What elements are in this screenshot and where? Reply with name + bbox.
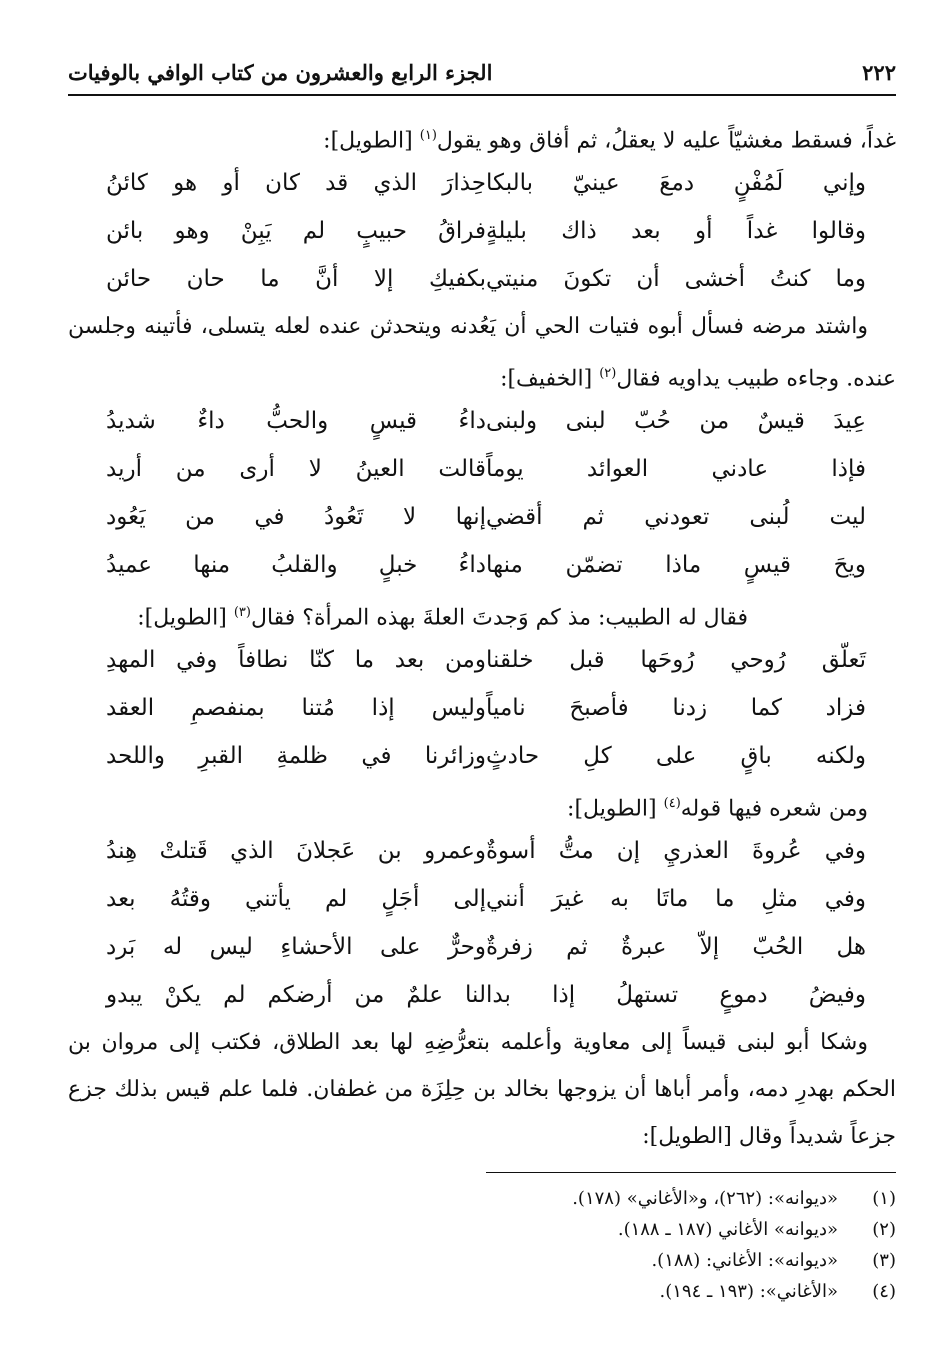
paragraph-text: غداً، فسقط مغشيّاً عليه لا يعقلُ، ثم أفاق وهو يقول: [436, 128, 896, 154]
verse-line: [68, 875, 896, 923]
second-hemistich: حِذارَ الذي قد كان أو هو كائنُ: [106, 170, 486, 196]
first-hemistich: ليت لُبنى تعودني ثم أقضي: [486, 504, 866, 530]
verse-line: [68, 255, 896, 303]
first-hemistich: تَعلّق رُوحي رُوحَها قبل خلقنا: [486, 647, 866, 673]
second-hemistich: بكفيكِ إلا أنَّ ما حان حائن: [106, 266, 486, 292]
paragraph-illness: [68, 303, 896, 397]
first-hemistich: وقالوا غداً أو بعد ذاك بليلةٍ: [486, 218, 866, 244]
verse-line: [68, 732, 896, 780]
page-header: [68, 50, 896, 96]
verse-line: [68, 827, 896, 875]
footnote-number: (٣): [872, 1250, 896, 1271]
footnote: [68, 1245, 896, 1276]
second-hemistich: وزائرنا في ظلمةِ القبرِ واللحد: [106, 743, 486, 769]
first-hemistich: ويحَ قيسٍ ماذا تضمّن منها: [486, 552, 866, 578]
paragraph-text: واشتد مرضه فسأل أبوه فتيات الحي أن يَعُدنه ويتحدثن عنده لعله يتسلى، فأتينه وجلسن عنده. وجاءه طبيب يداويه فقال: [68, 314, 896, 392]
first-hemistich: وإني لَمُفْنٍ دمعَ عينيّ بالبكا: [486, 170, 866, 196]
footnote-number: (٤): [872, 1281, 896, 1302]
poem-3: [68, 636, 896, 780]
running-title: الجزء الرابع والعشرون من كتاب الوافي بالوفيات: [68, 59, 493, 85]
meter-label: [الطويل]:: [323, 128, 420, 154]
poem-4: [68, 827, 896, 1019]
verse-line: [68, 207, 896, 255]
verse-line: [68, 684, 896, 732]
verse-line: [68, 923, 896, 971]
second-hemistich: إلى أجَلٍ لم يأتني وقتُهُ بعد: [106, 886, 486, 912]
first-hemistich: وفي عُروةَ العذريِ إن متُّ أسوةٌ: [486, 838, 866, 864]
poem-1: [68, 159, 896, 303]
footnote-text: «ديوانه»: (٢٦٢)، و«الأغاني» (١٧٨).: [572, 1188, 838, 1209]
second-hemistich: وحرٌّ على الأحشاءِ ليس له بَرد: [106, 934, 486, 960]
first-hemistich: عِيدَ قيسٌ من حُبّ لبنى ولبنى: [486, 408, 866, 434]
footnote: [68, 1276, 896, 1307]
verse-line: [68, 541, 896, 589]
second-hemistich: وعمرو بن عَجلانَ الذي قَتلتْ هِندُ: [106, 838, 486, 864]
verse-line: [68, 971, 896, 1019]
paragraph-intro: [68, 112, 896, 159]
page-body: [68, 112, 896, 1160]
first-hemistich: فزاد كما زدنا فأصبحَ نامياً: [486, 695, 866, 721]
verse-line: [68, 493, 896, 541]
verse-line: [68, 397, 896, 445]
first-hemistich: فإذا عادني العوائد يوماً: [486, 456, 866, 482]
paragraph-poem-intro: [68, 780, 896, 827]
meter-label: [الخفيف]:: [500, 366, 600, 392]
paragraph-text: وشكا أبو لبنى قيساً إلى معاوية وأعلمه بتعرُّضِهِ لها بعد الطلاق، فكتب إلى مروان بن الحكم بهدرِ دمه، وأمر أباها أن يزوجها بخالد بن حِلِزَة من غطفان. فلما علم قيس بذلك جزع جزعاً شديداً وقال [الطويل]:: [68, 1030, 896, 1149]
footnote-number: (١): [872, 1188, 896, 1209]
first-hemistich: هل الحُبّ إلاّ عبرةٌ ثم زفرةٌ: [486, 934, 866, 960]
meter-label: [الطويل]:: [137, 605, 234, 631]
footnote: [68, 1183, 896, 1214]
footnote-ref: (٢): [599, 366, 617, 381]
page-number: ٢٢٢: [862, 59, 896, 85]
footnote-ref: (٤): [663, 796, 681, 811]
verse-line: [68, 159, 896, 207]
meter-label: [الطويل]:: [567, 796, 664, 822]
first-hemistich: وفيضُ دموعٍ تستهلُ إذا بدا: [486, 982, 866, 1008]
verse-line: [68, 445, 896, 493]
paragraph-text: فقال له الطبيب: مذ كم وَجدتَ العلةَ بهذه المرأة؟ فقال: [250, 605, 748, 631]
second-hemistich: وليس إذا مُتنا بمنفصمِ العقد: [106, 695, 486, 721]
first-hemistich: وما كنتُ أخشى أن تكونَ منيتي: [486, 266, 866, 292]
footnote-divider: [486, 1172, 896, 1173]
footnote-text: «ديوانه»: الأغاني: (١٨٨).: [651, 1250, 838, 1271]
second-hemistich: قالت العينُ لا أرى من أريد: [106, 456, 486, 482]
second-hemistich: داءُ قيسٍ والحبُّ داءٌ شديدُ: [106, 408, 486, 434]
paragraph-text: ومن شعره فيها قوله: [680, 796, 868, 822]
first-hemistich: ولكنه باقٍ على كلِ حادثٍ: [486, 743, 866, 769]
second-hemistich: لنا علمٌ من أرضكم لم يكنْ يبدو: [106, 982, 486, 1008]
second-hemistich: إنها لا تَعُودُ في من يَعُود: [106, 504, 486, 530]
second-hemistich: داءُ خبلٍ والقلبُ منها عميدُ: [106, 552, 486, 578]
footnotes: [68, 1172, 896, 1307]
second-hemistich: فراقُ حبيبٍ لم يَبِنْ وهو بائن: [106, 218, 486, 244]
footnote: [68, 1214, 896, 1245]
verse-line: [68, 636, 896, 684]
footnote-text: «الأغاني»: (١٩٣ ـ ١٩٤).: [659, 1281, 838, 1302]
paragraph-doctor: [68, 589, 896, 636]
footnote-number: (٢): [872, 1219, 896, 1240]
footnote-text: «ديوانه» الأغاني (١٨٧ ـ ١٨٨).: [617, 1219, 838, 1240]
poem-2: [68, 397, 896, 589]
paragraph-complaint: [68, 1019, 896, 1160]
first-hemistich: وفي مثلِ ما ماتَا به غيرَ أنني: [486, 886, 866, 912]
footnote-ref: (٣): [233, 605, 251, 620]
second-hemistich: ومن بعد ما كنّا نطافاً وفي المهدِ: [106, 647, 486, 673]
footnote-ref: (١): [419, 128, 437, 143]
